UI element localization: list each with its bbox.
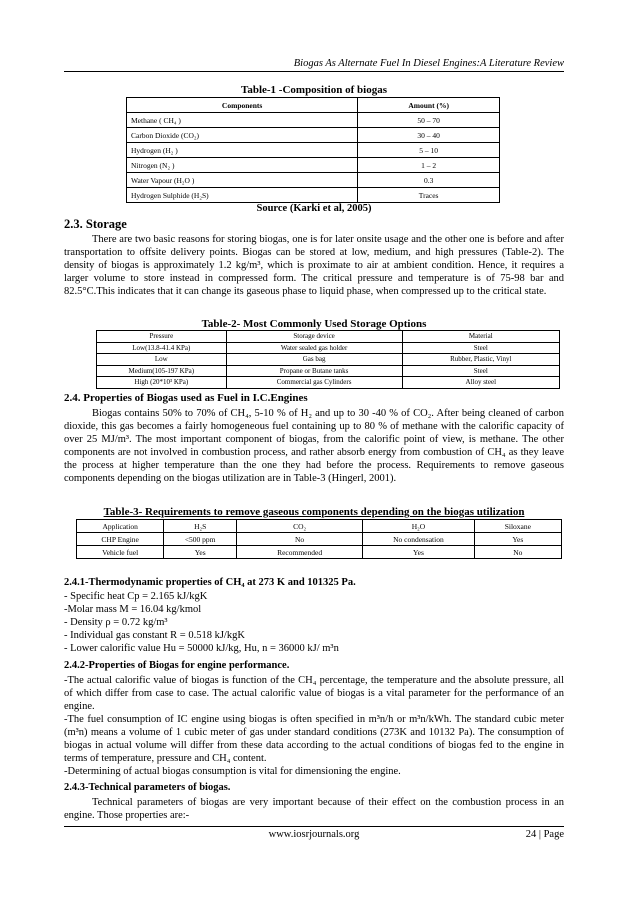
table-row bbox=[77, 533, 562, 546]
table2-header: Storage device bbox=[226, 331, 402, 343]
engine-text-2: -The fuel consumption of IC engine using biogas is often specified in m³n/h or m³n/kWh. The standard cubic meter (m³n) means a volume of 1 cubic meter of gas under standard conditions (273K and 10132 Pa). The consumption of biogas in actual volume will differ from these data according to the actual conditions of biogas fed to the engine in terms of temperature, pressure and CH₄ content. bbox=[64, 714, 564, 764]
table-row bbox=[97, 365, 560, 377]
table-cell: Alloy steel bbox=[402, 377, 559, 389]
table-cell: Traces bbox=[358, 188, 500, 203]
table-cell: Propane or Butane tanks bbox=[226, 365, 402, 377]
table2-caption: Table-2- Most Commonly Used Storage Options bbox=[201, 318, 427, 330]
table-cell: No condensation bbox=[363, 533, 475, 546]
section-heading-thermo: 2.4.1-Thermodynamic properties of CH₄ at 273 K and 101325 Pa. bbox=[64, 577, 356, 588]
table-cell: Recommended bbox=[237, 546, 363, 559]
table3-header: Application bbox=[77, 520, 164, 533]
table-cell: Low(13.8-41.4 KPa) bbox=[97, 342, 227, 354]
table-cell: Gas bag bbox=[226, 354, 402, 366]
table-cell: Nitrogen (N₂ ) bbox=[127, 158, 358, 173]
page-number: 24 | Page bbox=[525, 829, 564, 840]
table3-header: CO₂ bbox=[237, 520, 363, 533]
table1-caption: Table-1 -Composition of biogas bbox=[241, 84, 387, 96]
list-item: - Density ρ = 0.72 kg/m³ bbox=[64, 617, 168, 628]
engine-paragraphs bbox=[64, 674, 564, 778]
table3-header: H₂S bbox=[164, 520, 237, 533]
running-title: Biogas As Alternate Fuel In Diesel Engines:A Literature Review bbox=[293, 58, 564, 69]
table-cell: High (20*10³ KPa) bbox=[97, 377, 227, 389]
properties-text: Biogas contains 50% to 70% of CH₄, 5-10 % of H₂ and up to 30 -40 % of CO₂. After being cleaned of carbon dioxide, this gas becomes a fairly homogeneous fuel containing up to 80 % of methane with the calorific capacity of over 25 MJ/m³. The most important component of biogas, from the calorific point of view, is methane. The other components are not involved in combustion process, and rather absorb energy from combustion of CH₄ as they leave the process at higher temperature than the one they had before the process. Requirements to remove gaseous components depending on the biogas utilization are in Table-3 (Hingerl, 2001). bbox=[64, 408, 564, 484]
table-row bbox=[97, 377, 560, 389]
table3-header: H₂O bbox=[363, 520, 475, 533]
footer-site-link[interactable]: www.iosrjournals.org bbox=[268, 829, 360, 840]
table-cell: 0.3 bbox=[358, 173, 500, 188]
table1-composition bbox=[126, 97, 500, 203]
thermo-list bbox=[64, 590, 564, 655]
table-row bbox=[127, 158, 500, 173]
table-cell: Yes bbox=[164, 546, 237, 559]
table-cell: 5 – 10 bbox=[358, 143, 500, 158]
table-cell: Rubber, Plastic, Vinyl bbox=[402, 354, 559, 366]
technical-paragraph bbox=[64, 796, 564, 822]
table-cell: Water Vapour (H₂O ) bbox=[127, 173, 358, 188]
table1-header-row bbox=[127, 98, 500, 113]
table-cell: Methane ( CH₄ ) bbox=[127, 113, 358, 128]
table-cell: Yes bbox=[474, 533, 561, 546]
list-item: -Molar mass M = 16.04 kg/kmol bbox=[64, 604, 202, 615]
table-cell: Low bbox=[97, 354, 227, 366]
table-cell: Medium(105-197 KPa) bbox=[97, 365, 227, 377]
table-row bbox=[127, 128, 500, 143]
section-heading-engine: 2.4.2-Properties of Biogas for engine performance. bbox=[64, 660, 290, 671]
table1-header: Amount (%) bbox=[358, 98, 500, 113]
table-cell: Vehicle fuel bbox=[77, 546, 164, 559]
table-cell: Water sealed gas holder bbox=[226, 342, 402, 354]
table-row bbox=[127, 113, 500, 128]
table2-storage-options bbox=[96, 330, 560, 389]
table3-header-row bbox=[77, 520, 562, 533]
list-item: - Specific heat Cp = 2.165 kJ/kgK bbox=[64, 591, 208, 602]
table-cell: Carbon Dioxide (CO₂) bbox=[127, 128, 358, 143]
section-heading-storage: 2.3. Storage bbox=[64, 217, 127, 231]
table-row bbox=[127, 188, 500, 203]
section-heading-properties: 2.4. Properties of Biogas used as Fuel in I.C.Engines bbox=[64, 392, 308, 404]
list-item: - Individual gas constant R = 0.518 kJ/kgK bbox=[64, 630, 245, 641]
table-cell: Commercial gas Cylinders bbox=[226, 377, 402, 389]
table1-header: Components bbox=[127, 98, 358, 113]
table-row bbox=[97, 354, 560, 366]
table-row bbox=[77, 546, 562, 559]
storage-paragraph bbox=[64, 233, 564, 298]
table1-source: Source (Karki et al, 2005) bbox=[256, 203, 372, 214]
table-cell: Yes bbox=[363, 546, 475, 559]
table2-header: Pressure bbox=[97, 331, 227, 343]
table-cell: <500 ppm bbox=[164, 533, 237, 546]
table-cell: Steel bbox=[402, 342, 559, 354]
table3-header: Siloxane bbox=[474, 520, 561, 533]
table-cell: CHP Engine bbox=[77, 533, 164, 546]
table-cell: 1 – 2 bbox=[358, 158, 500, 173]
table-row bbox=[127, 143, 500, 158]
page-footer bbox=[64, 826, 564, 840]
table2-header-row bbox=[97, 331, 560, 343]
section-heading-technical: 2.4.3-Technical parameters of biogas. bbox=[64, 782, 231, 793]
table-cell: 50 – 70 bbox=[358, 113, 500, 128]
table3-caption: Table-3- Requirements to remove gaseous components depending on the biogas utilization bbox=[103, 506, 525, 518]
table-cell: Hydrogen (H₂ ) bbox=[127, 143, 358, 158]
table-cell: Steel bbox=[402, 365, 559, 377]
technical-text: Technical parameters of biogas are very important because of their effect on the combustion process in an engine. Those properties are:- bbox=[64, 797, 564, 821]
table2-header: Material bbox=[402, 331, 559, 343]
table3-requirements bbox=[76, 519, 562, 559]
table-cell: No bbox=[237, 533, 363, 546]
table-cell: No bbox=[474, 546, 561, 559]
properties-paragraph bbox=[64, 407, 564, 485]
engine-text-3: -Determining of actual biogas consumption is vital for dimensioning the engine. bbox=[64, 766, 401, 777]
running-header bbox=[64, 58, 564, 72]
storage-text: There are two basic reasons for storing biogas, one is for later onsite usage and the other one is before and after transportation to offsite delivery points. Biogas can be stored at low, medium, and high pressures (Table-2). The density of biogas is approximately 1.2 kg/m³, which is proximate to air at ambient condition. Hence, it requires a larger volume to store instead in compressed form. The critical pressure and temperature is of 75-98 bar and 82.5°C.This indicates that it can change its gaseous phase to liquid phase, when compressed up to the critical state. bbox=[64, 234, 564, 297]
table-row bbox=[97, 342, 560, 354]
table-row bbox=[127, 173, 500, 188]
table-cell: 30 – 40 bbox=[358, 128, 500, 143]
list-item: - Lower calorific value Hu = 50000 kJ/kg, Hu, n = 36000 kJ/ m³n bbox=[64, 643, 339, 654]
table-cell: Hydrogen Sulphide (H₂S) bbox=[127, 188, 358, 203]
engine-text-1: -The actual calorific value of biogas is function of the CH₄ percentage, the temperature and the absolute pressure, all of which differ from case to case. The actual calorific value of biogas is a vital parameter for the performance of an engine. bbox=[64, 675, 564, 712]
